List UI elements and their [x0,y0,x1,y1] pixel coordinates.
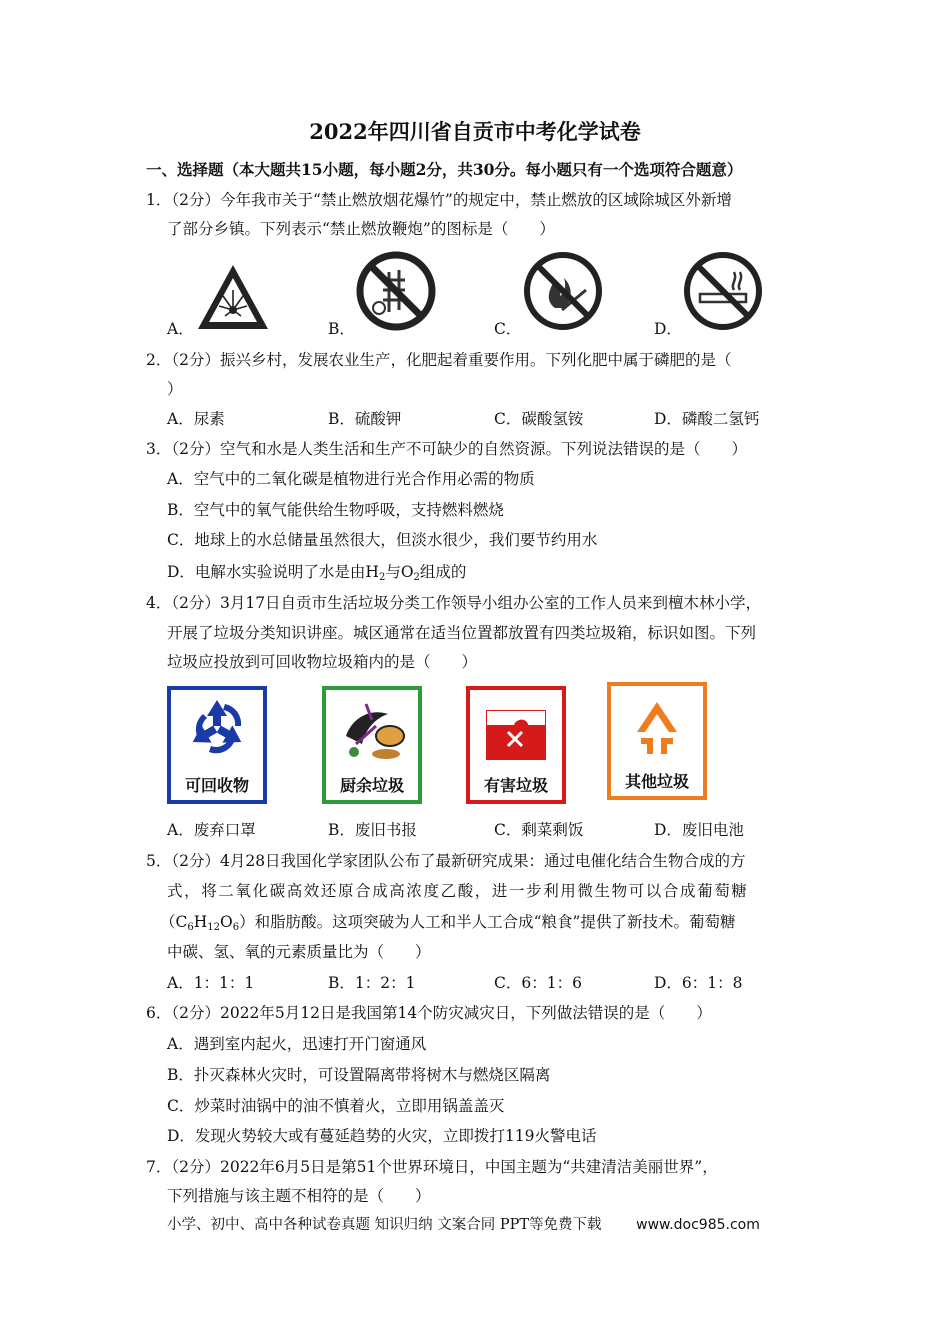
q5-stem-line4: 中碳、氢、氧的元素质量比为（ ） [167,943,431,961]
q4-stem-line2: 开展了垃圾分类知识讲座。城区通常在适当位置都放置有四类垃圾箱，标识如图。下列 [167,624,757,642]
q3-stem: 3．（2分）空气和水是人类生活和生产不可缺少的自然资源。下列说法错误的是（ ） [146,440,747,458]
q2-stem-line1: 2．（2分）振兴乡村，发展农业生产，化肥起着重要作用。下列化肥中属于磷肥的是（ [146,351,732,369]
footer-text: 小学、初中、高中各种试卷真题 知识归纳 文案合同 PPT等免费下载 [167,1217,602,1233]
q4-option-c: C．剩菜剩饭 [494,821,584,839]
q5-option-b: B．1：2：1 [328,974,416,992]
recyclable-bin-label: 可回收物 [184,776,249,795]
food-scraps-icon [336,696,412,764]
q6-stem: 6．（2分）2022年5月12日是我国第14个防灾减灾日，下列做法错误的是（ ） [146,1004,712,1022]
other-waste-icon [627,698,687,758]
hazardous-bin-label: 有害垃圾 [483,776,548,795]
q2-option-d: D．磷酸二氢钙 [654,410,760,428]
q5-stem-line3: $(C_6H_{12}O_6)$和脂肪酸。这项突破为人工和半人工合成“粮食”提供了新技术。葡萄糖 [160,913,736,933]
q7-stem-line1: 7．（2分）2022年6月5日是第51个世界环境日，中国主题为“共建清洁美丽世界”， [146,1158,718,1176]
explosive-warning-icon [195,262,271,332]
q4-option-b: B．废旧书报 [328,821,417,839]
footer [167,1213,760,1234]
q4-option-a: A．废弃口罩 [167,821,256,839]
q1-stem-line2: 了部分乡镇。下列表示“禁止燃放鞭炮”的图标是（ ） [167,220,555,238]
kitchen-waste-bin-label: 厨余垃圾 [339,776,404,795]
recycle-icon [185,696,249,760]
q4-option-d: D．废旧电池 [654,821,744,839]
no-open-flame-icon [522,250,604,332]
q3-option-c: C．地球上的水总储量虽然很大，但淡水很少，我们要节约用水 [167,531,598,549]
other-waste-bin-sign [607,682,707,800]
q5-option-d: D．6：1：8 [654,974,743,992]
q7-stem-line2: 下列措施与该主题不相符的是（ ） [167,1187,431,1205]
q2-stem-line2: ） [167,380,183,398]
q3-option-a: A．空气中的二氧化碳是植物进行光合作用必需的物质 [167,470,535,488]
footer-url[interactable]: www.doc985.com [636,1217,760,1233]
other-waste-bin-label: 其他垃圾 [624,772,689,791]
q1-option-d: D． [654,320,682,338]
q2-option-a: A．尿素 [167,410,225,428]
q5-option-a: A．1：1：1 [167,974,255,992]
q5-stem-line2: 式，将二氧化碳高效还原合成高浓度乙酸，进一步利用微生物可以合成葡萄糖 [167,882,749,900]
page-title: 2022年四川省自贡市中考化学试卷 [309,119,641,144]
q1-option-b: B． [328,320,355,338]
q4-stem-line3: 垃圾应投放到可回收物垃圾箱内的是（ ） [167,653,478,671]
q3-option-d: D．电解水实验说明了水是由$H_2$与$O_2$组成的 [167,563,467,583]
q1-stem-line1: 1．（2分）今年我市关于“禁止燃放烟花爆竹”的规定中，禁止燃放的区域除城区外新增 [146,191,732,209]
hazardous-bin-sign [466,686,566,804]
section-heading: 一、选择题（本大题共15小题，每小题2分，共30分。每小题只有一个选项符合题意） [146,160,743,179]
q5-option-c: C．6：1：6 [494,974,582,992]
q3-option-b: B．空气中的氧气能供给生物呼吸，支持燃料燃烧 [167,501,504,519]
q1-option-a: A． [167,320,194,338]
q2-option-b: B．硫酸钾 [328,410,402,428]
no-firecrackers-icon [355,250,437,332]
q4-stem-line1: 4．（2分）3月17日自贡市生活垃圾分类工作领导小组办公室的工作人员来到檀木林小学， [146,594,762,612]
kitchen-waste-bin-sign [322,686,422,804]
q6-option-a: A．遇到室内起火，迅速打开门窗通风 [167,1035,427,1053]
q6-option-b: B．扑灭森林火灾时，可设置隔离带将树木与燃烧区隔离 [167,1066,551,1084]
no-smoking-icon [682,250,764,332]
hazard-leaf-icon [500,716,532,756]
recyclable-bin-sign [167,686,267,804]
q5-stem-line1: 5．（2分）4月28日我国化学家团队公布了最新研究成果：通过电催化结合生物合成的方 [146,852,746,870]
q6-option-d: D．发现火势较大或有蔓延趋势的火灾，立即拨打119火警电话 [167,1127,597,1145]
q1-option-c: C． [494,320,522,338]
q6-option-c: C．炒菜时油锅中的油不慎着火，立即用锅盖盖灭 [167,1097,505,1115]
q2-option-c: C．碳酸氢铵 [494,410,584,428]
